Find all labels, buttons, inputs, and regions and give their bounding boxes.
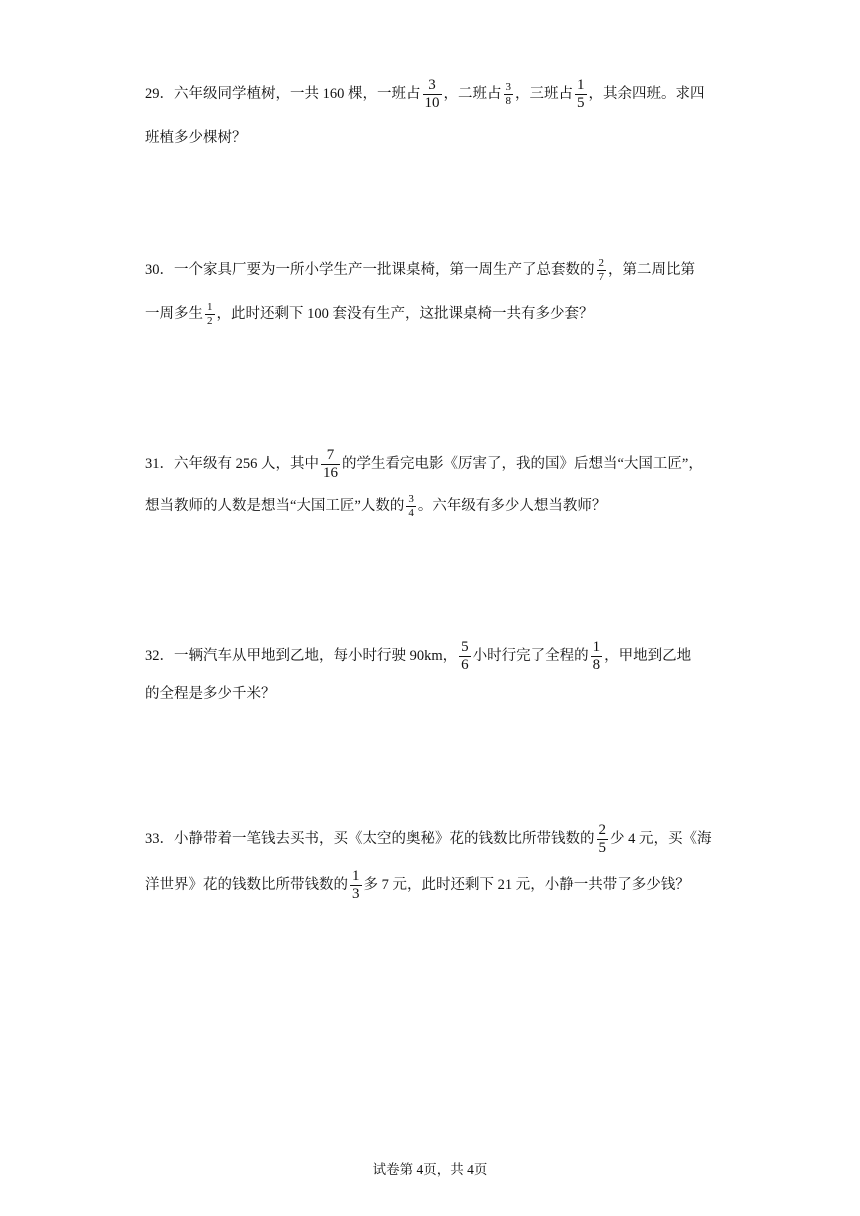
fraction-denominator: 8	[505, 95, 511, 107]
page-footer: 试卷第 4页，共 4页	[372, 1162, 488, 1177]
fraction-numerator: 1	[592, 639, 601, 655]
fraction-numerator: 1	[577, 77, 585, 93]
fraction-denominator: 5	[598, 840, 606, 856]
fraction-denominator: 16	[323, 465, 338, 481]
fraction-numerator: 5	[461, 639, 469, 655]
question-text: 想当教师的人数是想当“大国工匠”人数的	[145, 497, 405, 514]
question-31	[145, 440, 725, 520]
question-text: 班植多少棵树？	[145, 130, 247, 146]
question-29	[145, 72, 725, 152]
fraction-numerator: 7	[326, 447, 335, 463]
fraction-numerator: 3	[408, 493, 414, 505]
fraction-denominator: 10	[424, 95, 440, 111]
question-32-line-1	[145, 640, 691, 673]
question-33-line-2	[145, 869, 690, 902]
fraction	[459, 640, 471, 673]
fraction-denominator: 6	[461, 657, 469, 673]
question-31-line-1	[145, 448, 703, 481]
question-30-line-2	[145, 302, 594, 327]
question-text: ，甲地到乙地	[604, 647, 692, 664]
fraction-numerator: 3	[505, 81, 511, 93]
question-text: ，三班占	[515, 85, 573, 102]
question-32	[145, 632, 725, 712]
fraction-denominator: 5	[577, 95, 585, 111]
question-29-line-2	[145, 128, 247, 148]
fraction-numerator: 2	[598, 257, 604, 269]
fraction	[321, 448, 340, 481]
fraction	[205, 302, 215, 327]
question-text: 洋世界》花的钱数比所带钱数的	[145, 876, 348, 893]
question-text: 少 4 元，买《海	[610, 830, 712, 847]
question-text: 29．六年级同学植树，一共 160 棵，一班占	[145, 85, 421, 102]
fraction-denominator: 4	[408, 507, 414, 519]
fraction	[350, 869, 362, 902]
question-32-line-2	[145, 684, 276, 704]
fraction	[575, 78, 587, 111]
fraction	[423, 78, 442, 111]
question-text: 一周多生	[145, 305, 203, 322]
fraction-denominator: 3	[352, 886, 360, 902]
question-33-line-1	[145, 823, 712, 856]
question-text: 的全程是多少千米？	[145, 686, 276, 702]
question-text: 30．一个家具厂要为一所小学生产一批课桌椅，第一周生产了总套数的	[145, 261, 595, 278]
question-30-line-1	[145, 258, 695, 283]
question-text: 的学生看完电影《厉害了，我的国》后想当“大国工匠”，	[342, 455, 703, 472]
fraction	[504, 82, 514, 107]
question-31-line-2	[145, 494, 606, 519]
question-text: 多 7 元，此时还剩下 21 元，小静一共带了多少钱？	[363, 876, 690, 893]
question-text: ，其余四班。求四	[588, 85, 705, 102]
fraction-numerator: 3	[428, 77, 436, 93]
fraction-numerator: 1	[207, 301, 213, 313]
question-30	[145, 250, 725, 330]
question-text: 31．六年级有 256 人，其中	[145, 455, 319, 472]
fraction	[597, 258, 607, 283]
fraction-denominator: 7	[598, 271, 604, 283]
question-text: ，二班占	[443, 85, 502, 102]
question-33	[145, 815, 725, 902]
fraction-numerator: 1	[352, 868, 360, 884]
question-text: ，此时还剩下 100 套没有生产，这批课桌椅一共有多少套？	[216, 305, 594, 322]
fraction	[406, 494, 416, 519]
fraction-denominator: 8	[592, 657, 601, 673]
question-text: 32．一辆汽车从甲地到乙地，每小时行驶 90km，	[145, 647, 458, 664]
fraction	[597, 823, 609, 856]
fraction-numerator: 2	[598, 822, 606, 838]
question-text: 小时行完了全程的	[472, 647, 589, 664]
question-text: 33．小静带着一笔钱去买书，买《太空的奥秘》花的钱数比所带钱数的	[145, 830, 595, 847]
question-text: 。六年级有多少人想当教师？	[417, 497, 607, 514]
question-text: ，第二周比第	[608, 261, 695, 278]
fraction	[591, 640, 603, 673]
fraction-denominator: 2	[207, 315, 213, 327]
question-29-line-1	[145, 78, 705, 111]
